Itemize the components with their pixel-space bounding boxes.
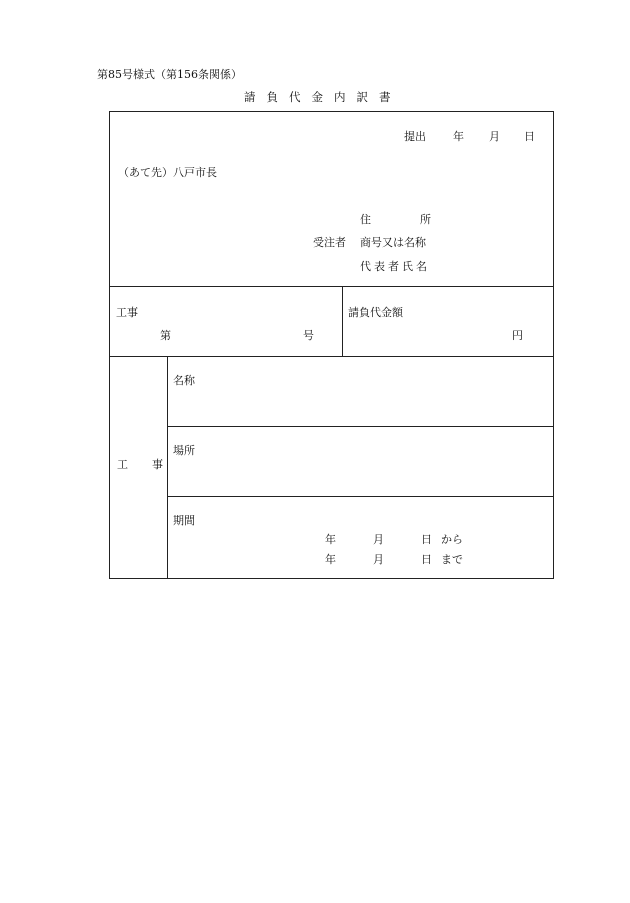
submitted-year-field[interactable]: 年	[453, 130, 464, 143]
address-label-part-2: 所	[420, 213, 431, 226]
form-number-label: 第85号様式（第156条関係）	[97, 68, 242, 81]
period-start-suffix: から	[441, 533, 463, 546]
construction-section-label-part-1: 工	[117, 458, 128, 471]
construction-name-label: 名称	[173, 374, 195, 387]
submitted-month-field[interactable]: 月	[489, 130, 500, 143]
submitted-day-field[interactable]: 日	[524, 130, 535, 143]
construction-number-prefix: 第	[160, 329, 171, 342]
construction-period-label: 期間	[173, 514, 195, 527]
construction-location-label: 場所	[173, 444, 195, 457]
period-end-day-field[interactable]: 日	[421, 553, 432, 566]
row-divider-4	[167, 496, 553, 497]
construction-number-label: 工事	[116, 306, 138, 319]
period-start-day-field[interactable]: 日	[421, 533, 432, 546]
period-start-year-field[interactable]: 年	[325, 533, 336, 546]
construction-section-label-part-2: 事	[152, 458, 163, 471]
period-end-month-field[interactable]: 月	[373, 553, 384, 566]
column-divider-details	[167, 356, 168, 578]
row-divider-2	[109, 356, 553, 357]
period-end-year-field[interactable]: 年	[325, 553, 336, 566]
period-start-month-field[interactable]: 月	[373, 533, 384, 546]
contract-amount-label: 請負代金額	[348, 306, 403, 319]
address-label-part-1: 住	[360, 213, 371, 226]
column-divider-number-amount	[342, 286, 343, 356]
row-divider-3	[167, 426, 553, 427]
contractor-role-label: 受注者	[313, 236, 346, 249]
representative-label: 代表者氏名	[360, 260, 430, 273]
document-title: 請負代金内訳書	[244, 90, 402, 104]
submitted-label: 提出	[404, 130, 426, 143]
period-end-suffix: まで	[441, 553, 463, 566]
row-divider-1	[109, 286, 553, 287]
company-name-label: 商号又は名称	[360, 236, 426, 249]
construction-number-suffix: 号	[303, 329, 314, 342]
form-table	[109, 111, 554, 579]
contract-amount-unit: 円	[512, 329, 523, 342]
addressee-label: （あて先）八戸市長	[118, 166, 217, 179]
